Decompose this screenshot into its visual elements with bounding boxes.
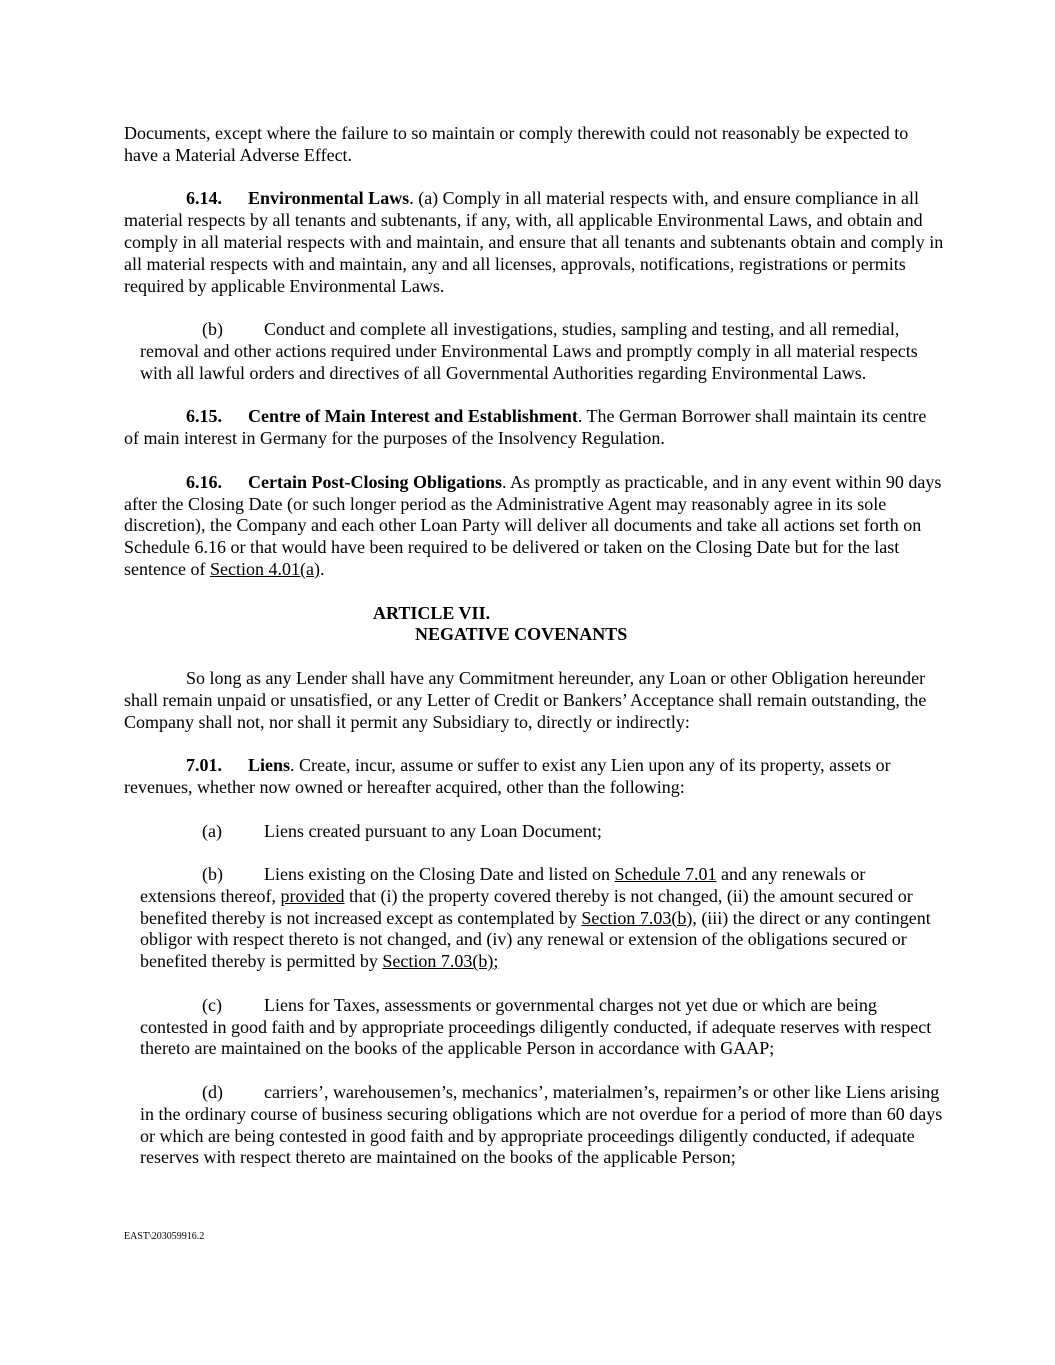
- item-text: and any renewals or extensions thereof,: [140, 864, 866, 906]
- item-text: Liens for Taxes, assessments or governmental charges not yet due or which are being contested in good faith and by appropriate proceedings diligently conducted, if adequate reserves with respect thereto are maintained on the books of the applicable Person in accordance with GAAP;: [140, 994, 932, 1059]
- section-7-01-item-a: [140, 821, 944, 843]
- document-body: [124, 123, 944, 1191]
- section-title: Certain Post-Closing Obligations: [248, 471, 503, 492]
- section-7-01-item-d: [140, 1082, 944, 1169]
- item-text: , (iii) the direct or any contingent obligor with respect thereto is not changed, and (iv) any renewal or extension of the obligations secured or benefited thereby is permitted by: [140, 907, 931, 972]
- section-6-14-item-b: [140, 319, 944, 384]
- defined-term: provided: [280, 885, 345, 906]
- section-number: 6.15.: [186, 406, 222, 427]
- item-text: that (i) the property covered thereby is not changed, (ii) the amount secured or benefited thereby is not increased except as contemplated by: [140, 885, 913, 928]
- item-label: (d): [202, 1082, 223, 1103]
- section-text: . Create, incur, assume or suffer to exist any Lien upon any of its property, assets or revenues, whether now owned or hereafter acquired, other than the following:: [124, 755, 891, 797]
- section-7-01-item-c: [140, 995, 944, 1060]
- section-6-14: [124, 188, 944, 297]
- section-title: Environmental Laws: [248, 188, 410, 209]
- section-6-15: [124, 406, 944, 450]
- carryover-paragraph: Documents, except where the failure to so maintain or comply therewith could not reasonably be expected to have a Material Adverse Effect.: [124, 123, 909, 165]
- section-title: Centre of Main Interest and Establishment: [248, 406, 578, 427]
- item-label: (b): [202, 319, 223, 340]
- section-number: 6.16.: [186, 471, 222, 492]
- cross-reference: Section 7.03(b): [581, 907, 693, 928]
- item-text: Liens created pursuant to any Loan Document;: [264, 820, 602, 841]
- item-text: Liens existing on the Closing Date and listed on: [264, 864, 615, 885]
- section-text: . The German Borrower shall maintain its centre of main interest in Germany for the purposes of the Insolvency Regulation.: [124, 406, 927, 449]
- section-7-01: [124, 755, 944, 799]
- section-number: 7.01.: [186, 755, 222, 776]
- document-footer-id: EAST\203059916.2: [124, 1231, 205, 1242]
- cross-reference: Schedule 7.01: [614, 864, 717, 885]
- item-text: Conduct and complete all investigations, studies, sampling and testing, and all remedial, removal and other actions required under Environmental Laws and promptly comply in all material respects with all lawful orders and directives of all Governmental Authorities regarding Environmental Laws.: [140, 319, 918, 383]
- section-text-end: .: [319, 558, 325, 579]
- section-title: Liens: [248, 755, 291, 776]
- cross-reference: Section 4.01(a): [209, 558, 320, 579]
- item-text-end: ;: [493, 951, 499, 972]
- section-text: . As promptly as practicable, and in any event within 90 days after the Closing Date (or such longer period as the Administrative Agent may reasonably agree in its sole discretion), the Company and each other Loan Party will deliver all documents and take all actions set forth on Schedule 6.16 or that would have been required to be delivered or taken on the Closing Date but for the last sentence of: [124, 471, 942, 579]
- item-text: carriers’, warehousemen’s, mechanics’, materialmen’s, repairmen’s or other like Liens arising in the ordinary course of business securing obligations which are not overdue for a period of more than 60 days or which are being contested in good faith and by appropriate proceedings diligently conducted, if adequate reserves with respect thereto are maintained on the books of the applicable Person;: [140, 1082, 943, 1168]
- item-label: (c): [202, 994, 222, 1015]
- article-intro: So long as any Lender shall have any Commitment hereunder, any Loan or other Obligation hereunder shall remain unpaid or unsatisfied, or any Letter of Credit or Bankers’ Acceptance shall remain outstanding, the Company shall not, nor shall it permit any Subsidiary to, directly or indirectly:: [124, 667, 927, 732]
- section-6-16: [124, 472, 944, 581]
- section-number: 6.14.: [186, 188, 222, 209]
- section-7-01-item-b: [140, 864, 944, 973]
- cross-reference: Section 7.03(b): [382, 951, 494, 972]
- article-number: ARTICLE VII.: [373, 602, 491, 623]
- item-label: (a): [202, 820, 222, 841]
- section-text: . (a) Comply in all material respects with, and ensure compliance in all material respects by all tenants and subtenants, if any, with, all applicable Environmental Laws, and obtain and comply in all material respects with and maintain, and ensure that all tenants and subtenants obtain and comply in all material respects with and maintain, any and all licenses, approvals, notifications, registrations or permits required by applicable Environmental Laws.: [124, 188, 944, 296]
- article-heading: [124, 603, 944, 647]
- article-title: NEGATIVE COVENANTS: [415, 624, 628, 645]
- item-label: (b): [202, 864, 223, 885]
